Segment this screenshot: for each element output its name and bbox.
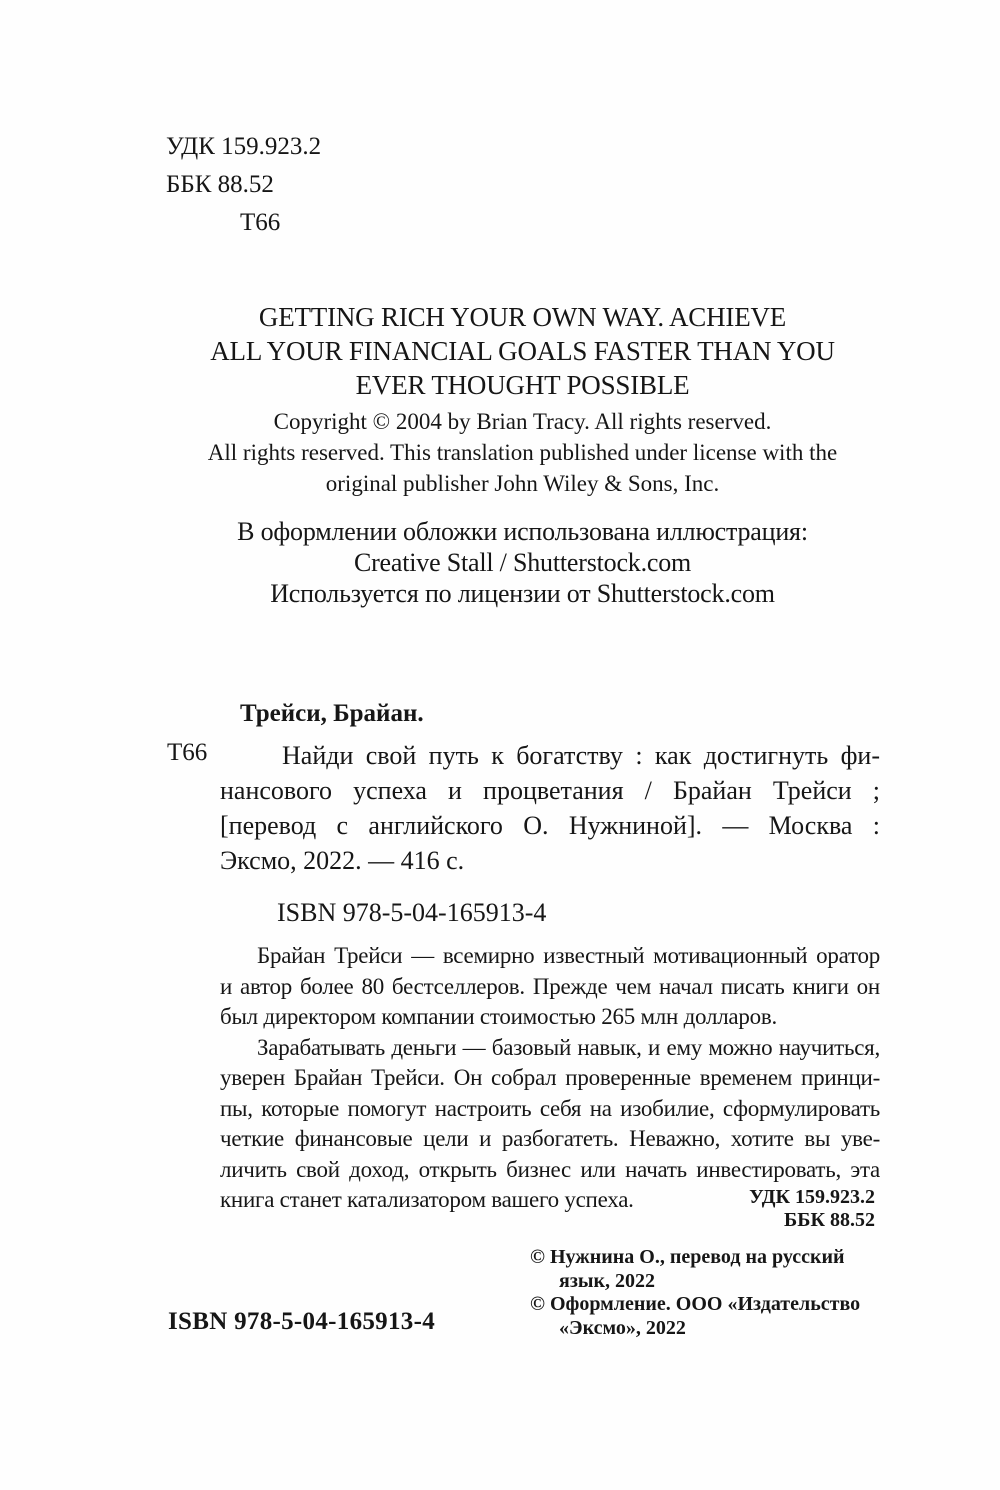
- udk-code-top: УДК 159.923.2: [166, 133, 322, 160]
- catalog-entry-line-2: нансового успеха и процветания / Брайан Трейси ;: [220, 776, 880, 805]
- catalog-author: Трейси, Брайан.: [240, 700, 424, 727]
- annotation-p1-line-3: был директором компании стоимостью 265 млн долларов.: [220, 1004, 777, 1029]
- annotation-p2-line-5: личить свой доход, открыть бизнес или начать инвестировать, эта: [220, 1156, 880, 1182]
- annotation-p2-line-1: Зарабатывать деньги — базовый навык, и ему можно научиться,: [257, 1034, 880, 1060]
- annotation-p2-line-6: книга станет катализатором вашего успеха.: [220, 1187, 634, 1212]
- bbk-code-bottom: ББК 88.52: [784, 1209, 875, 1231]
- copyright-en-line-1: Copyright © 2004 by Brian Tracy. All rights reserved.: [273, 409, 772, 434]
- copyright-ru-entry2-line-2: «Эксмо», 2022: [559, 1316, 686, 1339]
- cover-credit-line-1: В оформлении обложки использована иллюстрация:: [237, 517, 808, 546]
- copyright-ru-entry2-line-1: © Оформление. ООО «Издательство: [530, 1293, 861, 1315]
- isbn-catalog: ISBN 978-5-04-165913-4: [277, 898, 547, 927]
- copyright-en-line-3: original publisher John Wiley & Sons, Inc.: [325, 471, 720, 496]
- bbk-code-top: ББК 88.52: [166, 171, 274, 198]
- annotation-p1-line-2: и автор более 80 бестселлеров. Прежде чем начал писать книги он: [220, 973, 880, 999]
- annotation-p2-line-2: уверен Брайан Трейси. Он собрал проверенные временем принци-: [220, 1065, 880, 1090]
- annotation: [220, 941, 880, 1216]
- catalog-entry-line-1: Найди свой путь к богатству : как достигнуть фи-: [282, 741, 880, 770]
- classification-codes-top: [166, 128, 321, 242]
- annotation-p2-line-4: четкие финансовые цели и разбогатеть. Неважно, хотите вы уве-: [220, 1126, 880, 1151]
- catalog-entry-line-3: [перевод с английского О. Нужниной]. — Москва :: [220, 811, 880, 840]
- catalog-entry-line-4: Эксмо, 2022. — 416 с.: [220, 846, 465, 875]
- isbn-bottom: ISBN 978-5-04-165913-4: [168, 1308, 436, 1335]
- cover-credit-line-3: Используется по лицензии от Shutterstock.com: [270, 579, 775, 608]
- annotation-p2-line-3: пы, которые помогут настроить себя на изобилие, сформулировать: [220, 1095, 880, 1121]
- copyright-ru-entry1-line-2: язык, 2022: [559, 1269, 655, 1292]
- copyright-notice-ru: [530, 1246, 882, 1340]
- original-title-line-3: EVER THOUGHT POSSIBLE: [355, 370, 690, 400]
- copyright-notice-en: [165, 406, 880, 499]
- author-sign-top: Т66: [240, 209, 281, 236]
- original-title-line-2: ALL YOUR FINANCIAL GOALS FASTER THAN YOU: [210, 336, 835, 366]
- annotation-p1-line-1: Брайан Трейси — всемирно известный мотивационный оратор: [257, 943, 880, 968]
- copyright-ru-entry1-line-1: © Нужнина О., перевод на русский: [530, 1246, 845, 1268]
- original-title-line-1: GETTING RICH YOUR OWN WAY. ACHIEVE: [258, 302, 787, 332]
- cover-credit-line-2: Creative Stall / Shutterstock.com: [353, 548, 692, 577]
- classification-codes-bottom: [165, 1186, 875, 1232]
- cover-illustration-credit: [165, 516, 880, 609]
- udk-code-bottom: УДК 159.923.2: [749, 1186, 875, 1208]
- author-sign-card: Т66: [167, 739, 208, 766]
- catalog-entry: [220, 738, 880, 878]
- copyright-en-line-2: All rights reserved. This translation published under license with the: [207, 440, 838, 465]
- original-title: [165, 300, 880, 402]
